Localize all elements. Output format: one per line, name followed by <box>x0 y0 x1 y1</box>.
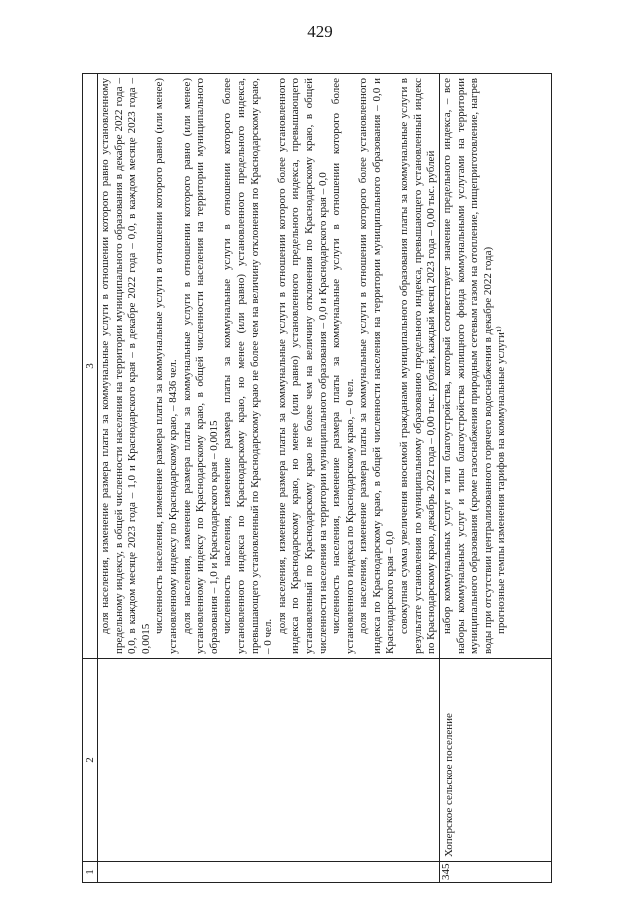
table-row <box>439 74 551 883</box>
detail-paragraph: совокупная сумма увеличения вносимой гражданами муниципального образования платы за коммунальные услуги в результате установления по муниципальному образованию предельного индекса, превышающего установленный индекс по Краснодарскому краю, декабрь 2022 года – 0,00 тыс. рублей, каждый месяц 2023 года – 0,00 тыс. рублей <box>398 78 438 654</box>
header-cell-3: 3 <box>83 74 98 659</box>
detail-paragraph: доля населения, изменение размера платы за коммунальные услуги в отношении которого равно установленному предельному индексу, в общей численности населения на территории муниципального образования в декабре 2022 года – 0,0, в каждом месяце 2023 года – 1,0 и Краснодарского края – в декабре 2022 года – 0,0, в каждом месяце 2023 года – 0,0015 <box>99 78 152 654</box>
page-number: 429 <box>307 22 333 41</box>
row-details <box>439 74 551 659</box>
settlement-name <box>98 659 440 862</box>
table-header-row <box>83 74 98 883</box>
detail-paragraph: доля населения, изменение размера платы за коммунальные услуги в отношении которого более установленного индекса по Краснодарскому краю, но менее (или равно) установленного предельного индекса, превышающего установленный по Краснодарскому краю не более чем на величину отклонения по Краснодарскому краю, в общей численности населения на территории муниципального образования – 0,0 и Краснодарского края – 0,0 <box>275 78 329 654</box>
row-details <box>98 74 440 659</box>
row-number <box>98 862 440 883</box>
row-number: 345 <box>439 862 551 883</box>
settlement-name: Хоперское сельское поселение <box>439 659 551 862</box>
detail-paragraph: численность населения, изменение размера платы за коммунальные услуги в отношении которого более установленного индекса по Краснодарскому краю, но менее (или равно) установленного предельного индекса, превышающего установленный по Краснодарскому краю не более чем на величину отклонения по Краснодарскому краю, – 0 чел. <box>221 78 275 654</box>
rotated-table-container <box>82 73 552 883</box>
detail-paragraph: доля населения, изменение размера платы за коммунальные услуги в отношении которого равно (или менее) установленному индексу по Краснодарскому краю, в общей численности населения на территории муниципального образования – 1,0 и Краснодарского края – 0,0015 <box>180 78 220 654</box>
detail-paragraph: доля населения, изменение размера платы за коммунальные услуги в отношении которого более установленного индекса по Краснодарскому краю, в общей численности населения на территории муниципального образования – 0,0 и Краснодарского края – 0,0 <box>357 78 397 654</box>
detail-paragraph: численность населения, изменение размера платы за коммунальные услуги в отношении которого равно (или менее) установленному индексу по Краснодарскому краю, – 8436 чел. <box>153 78 179 654</box>
header-cell-2: 2 <box>83 659 98 862</box>
detail-paragraph: набор коммунальных услуг и тип благоустройства, который соответствует значение предельного индекса, – все наборы коммунальных услуг и типы благоустройства жилищного фонда коммунальными услугами на территории муниципального образования (кроме газоснабжения природным сетевым газом на отопление, пищеприготовление, нагрев воды при отсутствии централизованного горячего водоснабжения в декабре 2022 года) <box>440 78 494 654</box>
data-table <box>82 73 552 883</box>
header-cell-1: 1 <box>83 862 98 883</box>
detail-paragraph: численность населения, изменение размера платы за коммунальные услуги в отношении которого более установленного индекса по Краснодарскому краю, – 0 чел. <box>330 78 356 654</box>
table-row <box>98 74 440 883</box>
detail-paragraph: прогнозные темпы изменения тарифов на коммунальные услуги¹⁾ <box>495 326 508 634</box>
